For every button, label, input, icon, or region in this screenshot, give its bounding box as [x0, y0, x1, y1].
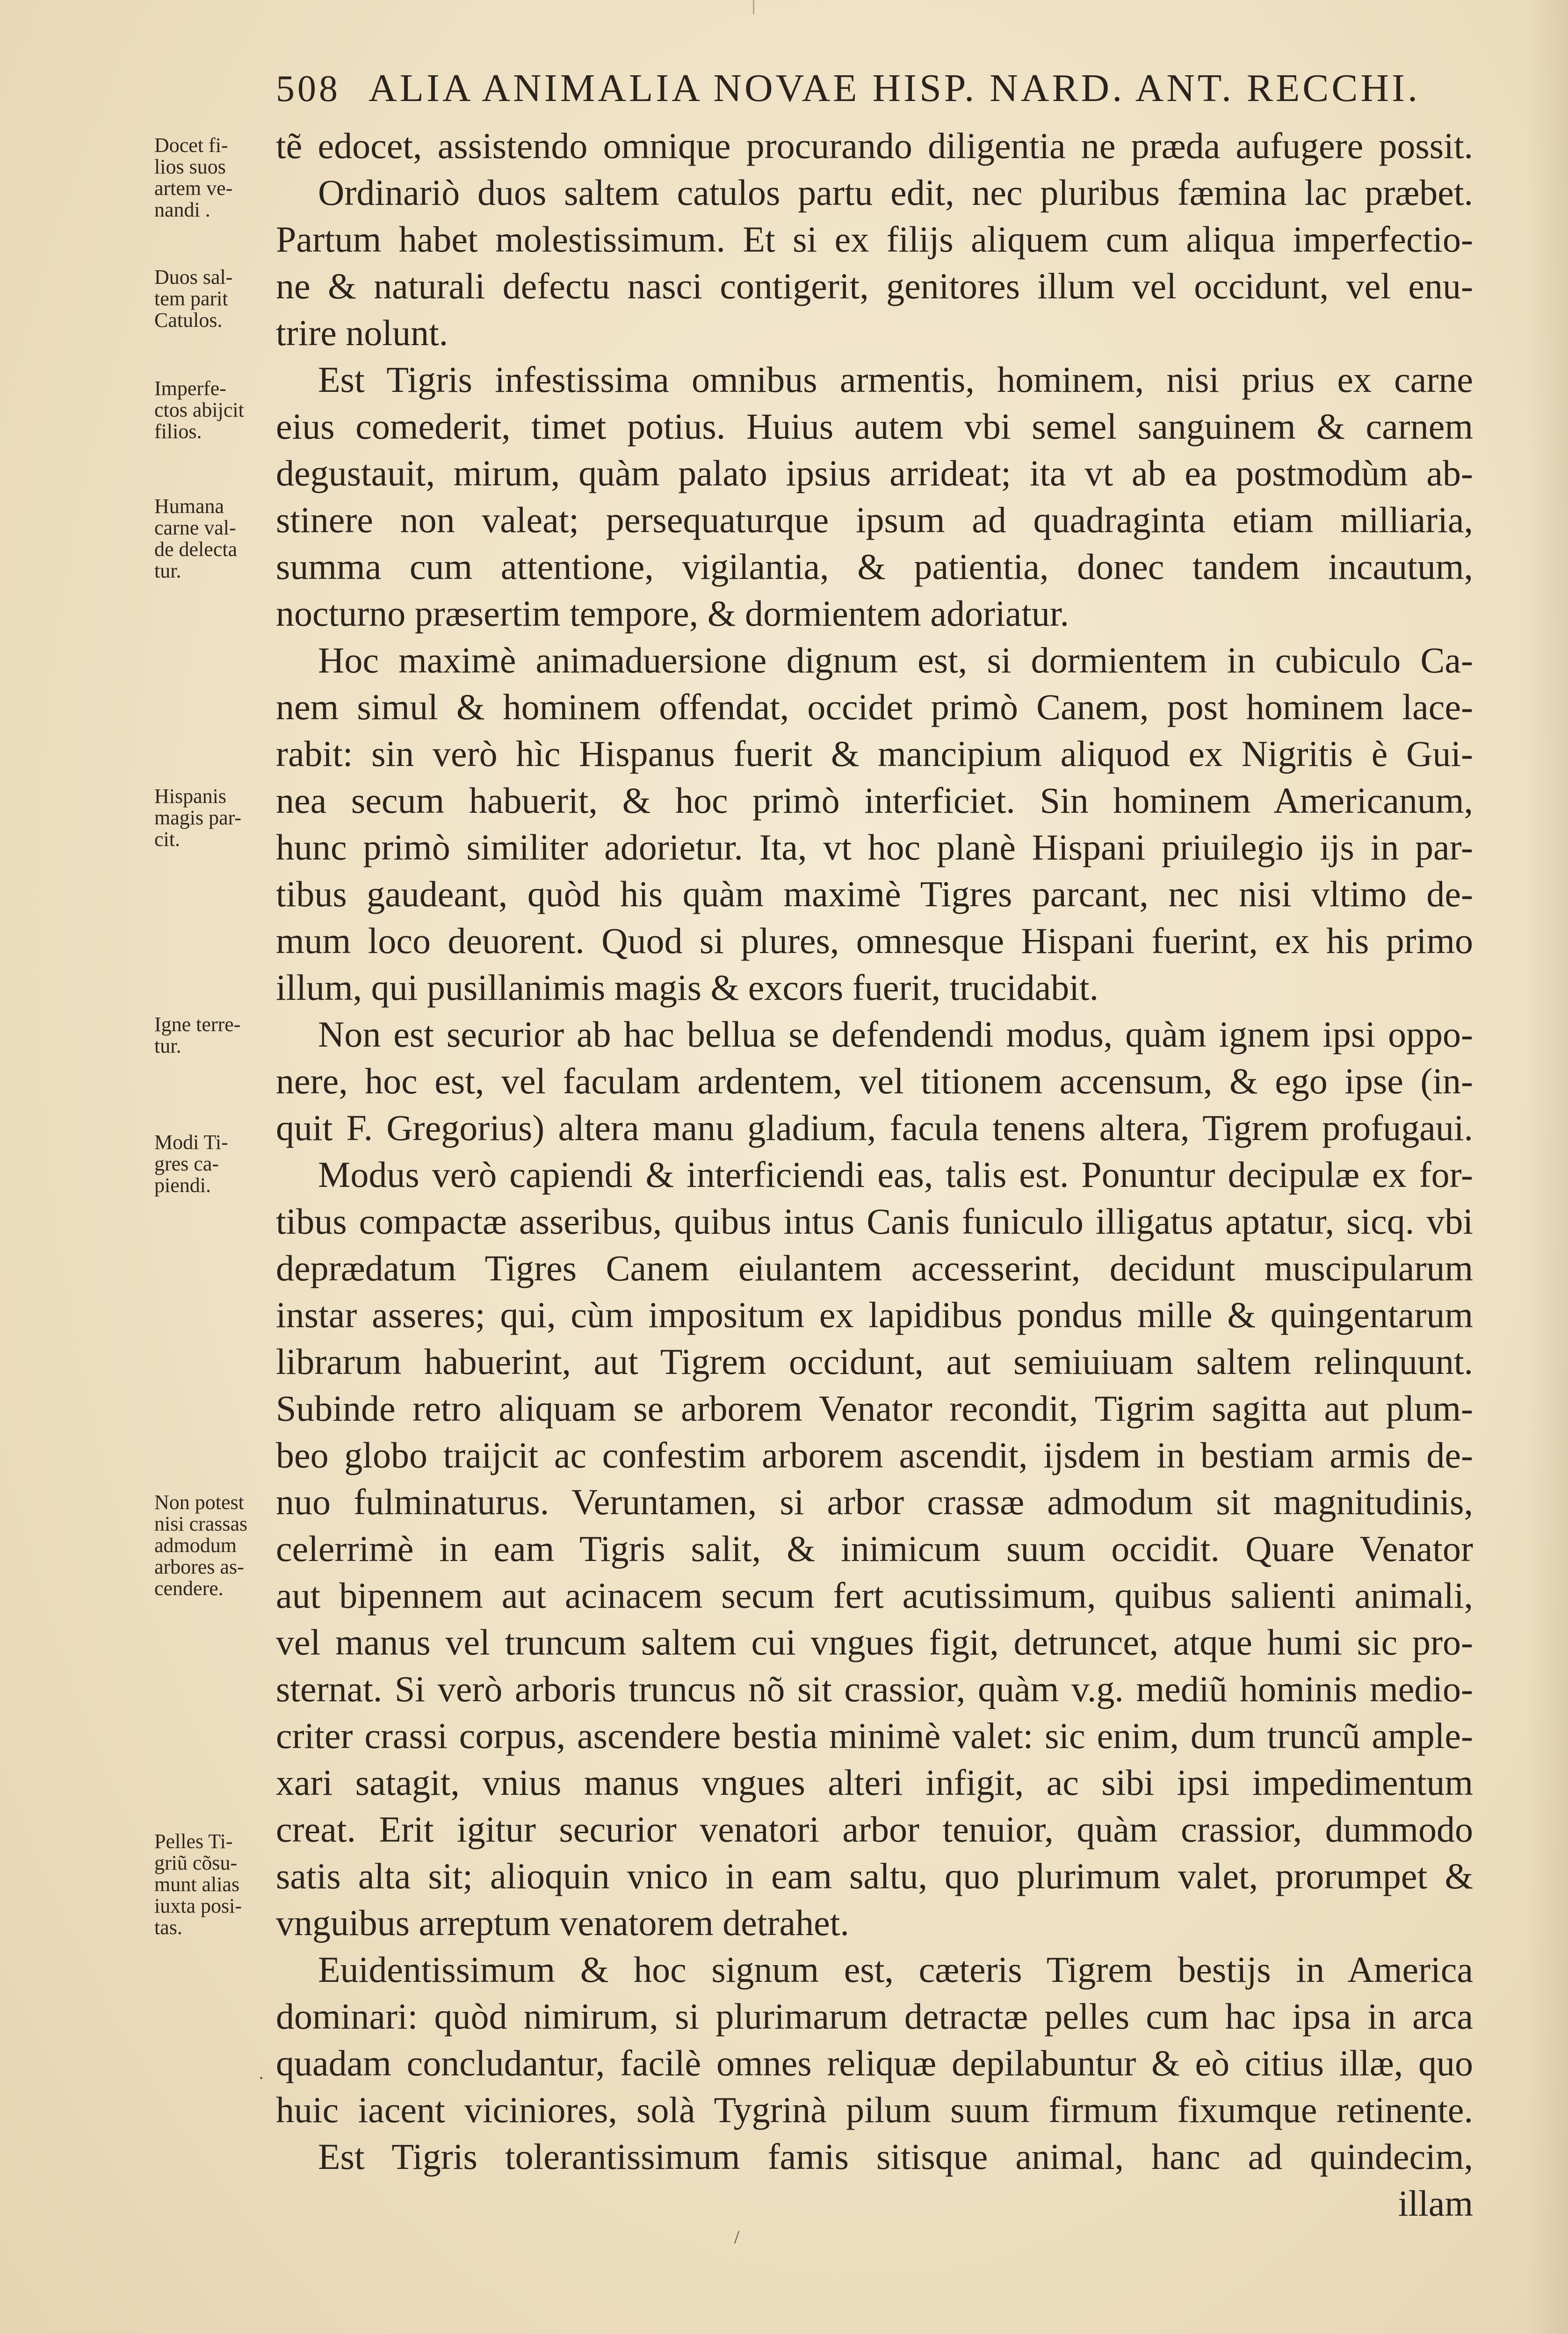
- text-line: celerrimè in eam Tigris salit, & inimicum suum occidit. Quare Venator: [276, 1528, 1473, 1569]
- margin-note-line: carne val-: [154, 516, 236, 539]
- margin-note-line: filios.: [154, 420, 202, 443]
- text-line: Est Tigris infestissima omnibus armentis, hominem, nisi prius ex carne: [318, 359, 1473, 400]
- ink-speck: /: [734, 2226, 740, 2247]
- margin-note-line: tem parit: [154, 287, 228, 310]
- text-line: nea secum habuerit, & hoc primò interficiet. Sin hominem Americanum,: [276, 780, 1473, 821]
- text-line: nuo fulminaturus. Veruntamen, si arbor crassæ admodum sit magnitudinis,: [276, 1481, 1473, 1522]
- text-line: librarum habuerint, aut Tigrem occidunt, aut semiuiuam saltem relinquunt.: [276, 1341, 1473, 1382]
- text-line: nem simul & hominem offendat, occidet primò Canem, post hominem lace-: [276, 686, 1473, 727]
- text-line: tẽ edocet, assistendo omnique procurando diligentia ne præda aufugere possit.: [276, 125, 1473, 166]
- margin-note-line: piendi.: [154, 1174, 211, 1197]
- margin-note-line: Non potest: [154, 1491, 244, 1514]
- margin-note: [154, 1831, 271, 1938]
- page-header: [276, 65, 1454, 126]
- text-line: aut bipennem aut acinacem secum fert acutissimum, quibus salienti animali,: [276, 1575, 1473, 1616]
- text-line: ne & naturali defectu nasci contigerit, genitores illum vel occidunt, vel enu-: [276, 266, 1473, 306]
- margin-note: [154, 496, 271, 582]
- text-line: degustauit, mirum, quàm palato ipsius arrideat; ita vt ab ea postmodùm ab-: [276, 453, 1473, 493]
- text-line: Hoc maximè animaduersione dignum est, si dormientem in cubiculo Ca-: [318, 640, 1473, 680]
- text-line: vel manus vel truncum saltem cui vngues figit, detruncet, atque humi sic pro-: [276, 1622, 1473, 1662]
- margin-note-line: tur.: [154, 1034, 181, 1057]
- text-line: summa cum attentione, vigilantia, & patientia, donec tandem incautum,: [276, 546, 1473, 587]
- text-line: rabit: sin verò hìc Hispanus fuerit & mancipium aliquod ex Nigritis è Gui-: [276, 733, 1473, 774]
- text-line: criter crassi corpus, ascendere bestia minimè valet: sic enim, dum truncũ ample-: [276, 1715, 1473, 1756]
- text-line: Non est securior ab hac bellua se defendendi modus, quàm ignem ipsi oppo-: [318, 1014, 1473, 1055]
- text-line: Euidentissimum & hoc signum est, cæteris Tigrem bestijs in America: [318, 1949, 1473, 1990]
- margin-note-line: Imperfe-: [154, 377, 226, 400]
- text-line: illum, qui pusillanimis magis & excors fuerit, trucidabit.: [276, 967, 1099, 1008]
- margin-note-line: arbores as-: [154, 1555, 244, 1578]
- running-head: ALIA ANIMALIA NOVAE HISP. NARD. ANT. RECCHI.: [369, 66, 1420, 110]
- text-line: tibus gaudeant, quòd his quàm maximè Tigres parcant, nec nisi vltimo de-: [276, 874, 1473, 914]
- margin-note-line: iuxta posi-: [154, 1894, 242, 1917]
- text-line: huic iacent viciniores, solà Tygrinà pilum suum firmum fixumque retinente.: [276, 2089, 1473, 2130]
- margin-note: [154, 786, 271, 850]
- margin-note-line: nandi .: [154, 198, 210, 221]
- text-line: stinere non valeat; persequaturque ipsum ad quadraginta etiam milliaria,: [276, 499, 1473, 540]
- text-line: hunc primò similiter adorietur. Ita, vt hoc planè Hispani priuilegio ijs in par-: [276, 827, 1473, 867]
- margin-note-line: tur.: [154, 559, 181, 582]
- text-line: quit F. Gregorius) altera manu gladium, facula tenens altera, Tigrem profugaui.: [276, 1107, 1473, 1148]
- text-line: nocturno præsertim tempore, & dormientem adoriatur.: [276, 593, 1069, 634]
- margin-note-line: Pelles Ti-: [154, 1830, 233, 1853]
- text-line: deprædatum Tigres Canem eiulantem accesserint, decidunt muscipularum: [276, 1248, 1473, 1288]
- margin-note-line: de delecta: [154, 538, 238, 561]
- margin-note-line: Docet fi-: [154, 134, 228, 157]
- margin-note-line: admodum: [154, 1534, 237, 1557]
- margin-note-line: ctos abijcit: [154, 398, 244, 421]
- text-line: vnguibus arreptum venatorem detrahet.: [276, 1902, 849, 1943]
- margin-note-line: cendere.: [154, 1577, 224, 1600]
- text-line: instar asseres; qui, cùm impositum ex lapidibus pondus mille & quingentarum: [276, 1294, 1473, 1335]
- text-line: Modus verò capiendi & interficiendi eas, talis est. Ponuntur decipulæ ex for-: [318, 1154, 1473, 1195]
- margin-note: [154, 1492, 271, 1599]
- margin-note: [154, 1132, 271, 1196]
- text-line: trire nolunt.: [276, 312, 448, 353]
- margin-note-line: Igne terre-: [154, 1013, 241, 1036]
- margin-note: [154, 135, 271, 221]
- text-line: quadam concludantur, facilè omnes reliquæ depilabuntur & eò citius illæ, quo: [276, 2043, 1473, 2083]
- text-line: Est Tigris tolerantissimum famis sitisque animal, hanc ad quindecim,: [318, 2136, 1473, 2177]
- margin-note-line: tas.: [154, 1916, 182, 1939]
- spine-shadow: [1526, 0, 1568, 2334]
- text-line: beo globo traijcit ac confestim arborem ascendit, ijsdem in bestiam armis de-: [276, 1435, 1473, 1475]
- text-line: sternat. Si verò arboris truncus nõ sit crassior, quàm v.g. mediũ hominis medio-: [276, 1669, 1473, 1709]
- margin-note-line: cit.: [154, 828, 180, 851]
- margin-note-line: Catulos.: [154, 309, 223, 332]
- catchword: illam: [1398, 2183, 1473, 2224]
- margin-note: [154, 267, 271, 331]
- margin-note: [154, 1014, 271, 1057]
- margin-note-line: Duos sal-: [154, 266, 233, 289]
- text-line: eius comederit, timet potius. Huius autem vbi semel sanguinem & carnem: [276, 406, 1473, 447]
- margin-note-line: Modi Ti-: [154, 1131, 228, 1154]
- margin-note-line: griũ cõsu-: [154, 1851, 238, 1874]
- text-line: Subinde retro aliquam se arborem Venator recondit, Tigrim sagitta aut plum-: [276, 1388, 1473, 1429]
- text-line: xari satagit, vnius manus vngues alteri infigit, ac sibi ipsi impedimentum: [276, 1762, 1473, 1803]
- margin-note-line: gres ca-: [154, 1152, 219, 1175]
- text-line: dominari: quòd nimirum, si plurimarum detractæ pelles cum hac ipsa in arca: [276, 1996, 1473, 2037]
- text-line: tibus compactæ asseribus, quibus intus Canis funiculo illigatus aptatur, sicq. vbi: [276, 1201, 1473, 1242]
- margin-note-line: artem ve-: [154, 177, 233, 200]
- fold-mark: [753, 0, 754, 14]
- page-number: 508: [276, 68, 340, 109]
- margin-note-line: magis par-: [154, 806, 242, 829]
- text-line: mum loco deuorent. Quod si plures, omnesque Hispani fuerint, ex his primo: [276, 920, 1473, 961]
- body-text: [276, 123, 1473, 2227]
- margin-note-line: nisi crassas: [154, 1512, 248, 1535]
- text-line: Ordinariò duos saltem catulos partu edit, nec pluribus fæmina lac præbet.: [318, 172, 1473, 213]
- margin-note: [154, 378, 271, 442]
- margin-note-line: lios suos: [154, 155, 226, 178]
- text-line: nere, hoc est, vel faculam ardentem, vel titionem accensum, & ego ipse (in-: [276, 1061, 1473, 1101]
- ink-speck: ·: [258, 2067, 265, 2088]
- margin-note-line: Humana: [154, 495, 224, 518]
- margin-note-line: Hispanis: [154, 785, 226, 808]
- text-line: creat. Erit igitur securior venatori arbor tenuior, quàm crassior, dummodo: [276, 1809, 1473, 1850]
- margin-note-line: munt alias: [154, 1873, 240, 1896]
- text-line: Partum habet molestissimum. Et si ex filijs aliquem cum aliqua imperfectio-: [276, 219, 1473, 260]
- text-line: satis alta sit; alioquin vnico in eam saltu, quo plurimum valet, prorumpet &: [276, 1856, 1473, 1896]
